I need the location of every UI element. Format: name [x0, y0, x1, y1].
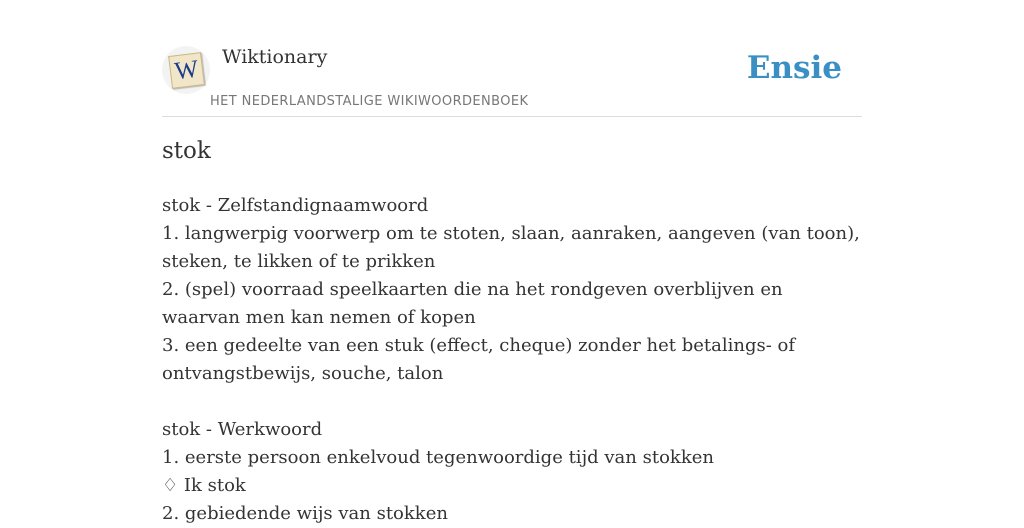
- section-spacer: [162, 388, 862, 416]
- section-heading: stok - Werkwoord: [162, 419, 323, 440]
- definition-line: 3. een gedeelte van een stuk (effect, cheque) zonder het betalings- of ontvangstbewijs, souche, talon: [162, 335, 796, 384]
- definition-line: 2. gebiedende wijs van stokken: [162, 503, 448, 524]
- site-header: [162, 40, 862, 117]
- site-name[interactable]: Wiktionary: [222, 46, 328, 68]
- logo-letter: W: [173, 55, 200, 86]
- ensie-brand-link[interactable]: Ensie: [746, 50, 842, 86]
- wiktionary-logo[interactable]: [162, 46, 210, 94]
- definition-content: [162, 192, 862, 528]
- site-tagline: HET NEDERLANDSTALIGE WIKIWOORDENBOEK: [210, 94, 529, 109]
- example-line: ♢ Ik stok: [162, 475, 246, 496]
- section-heading: stok - Zelfstandignaamwoord: [162, 195, 429, 216]
- definition-line: 1. eerste persoon enkelvoud tegenwoordige tijd van stokken: [162, 447, 714, 468]
- logo-tile-icon: [168, 52, 205, 89]
- definition-line: 1. langwerpig voorwerp om te stoten, slaan, aanraken, aangeven (van toon), steken, te likken of te prikken: [162, 223, 860, 272]
- definition-line: 2. (spel) voorraad speelkaarten die na het rondgeven overblijven en waarvan men kan nemen of kopen: [162, 279, 783, 328]
- page-title: stok: [162, 138, 211, 164]
